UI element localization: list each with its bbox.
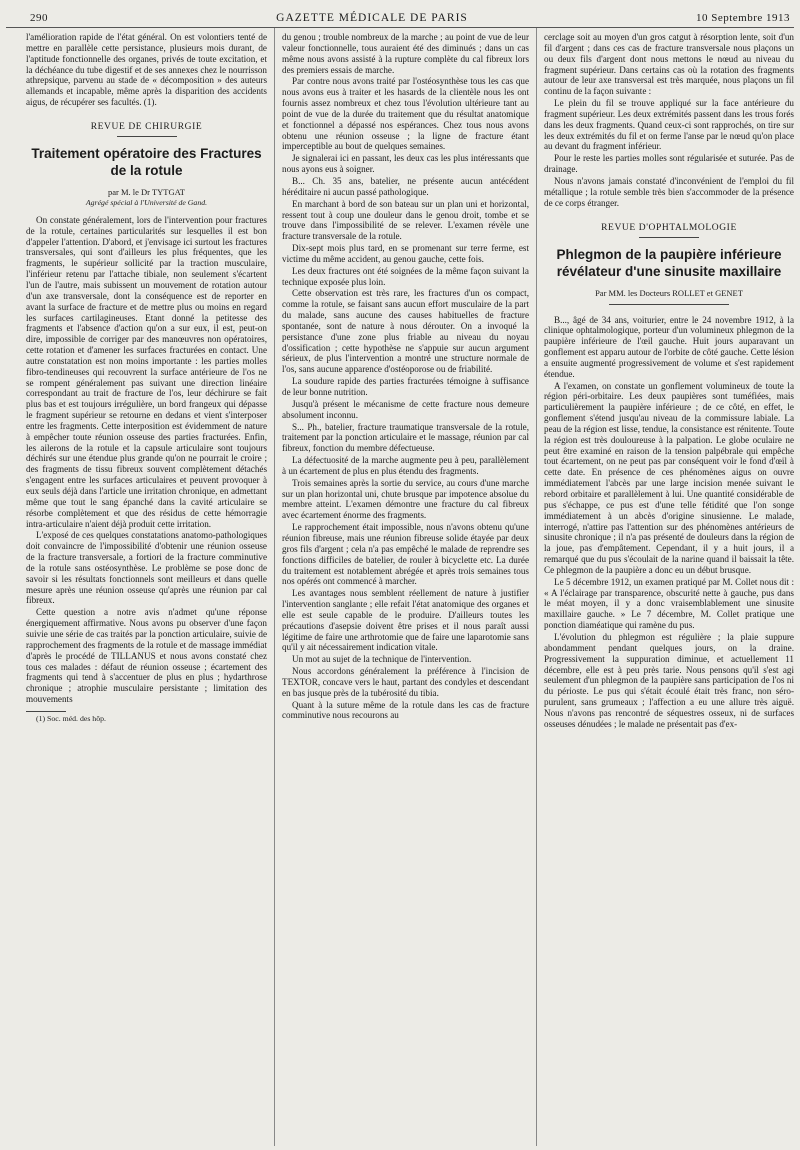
title-rule — [609, 304, 729, 305]
paragraph: Le rapprochement était impossible, nous n'avons obtenu qu'une réunion fibreuse, mais une réunion fibreuse solide étayée par deux gros fils d'argent ; cela n'a pas empêché le malade de reprendre ses fonctions difficiles de batelier, de rouler à bicyclette etc. La durée du traitement est notablement abrégée et après trois semaines tous nos opérés ont commencé à marcher. — [282, 522, 529, 587]
byline-rollet-genet: Par MM. les Docteurs ROLLET et GENET — [595, 287, 743, 298]
paragraph: cerclage soit au moyen d'un gros catgut à résorption lente, soit d'un fil d'argent ; dans ces cas de fracture transversale nous plaçons un ou deux fils d'argent dont nous mettons le nœud au niveau du fragment supérieur. Dans certains cas où la rotation des fragments autour de leur axe transversal est très marquée, nous plaçons un fil continu de la façon suivante : — [544, 32, 794, 97]
column-3 — [536, 28, 794, 1146]
paragraph: Le plein du fil se trouve appliqué sur la face antérieure du fragment supérieur. Les deux extrémités passent dans les trous forés dans les deux fragments. Quand ceux-ci sont rapprochés, on tire sur les deux extrémités du fil et on ferme l'anse par le nœud qu'on place au devant du fragment inférieur. — [544, 98, 794, 152]
columns — [6, 28, 794, 1146]
paragraph: La défectuosité de la marche augmente peu à peu, parallèlement à un écartement de plus en plus étendu des fragments. — [282, 455, 529, 476]
article-title-phlegmon: Phlegmon de la paupière inférieure révélateur d'une sinusite maxillaire — [556, 246, 782, 279]
paragraph: La soudure rapide des parties fracturées témoigne à suffisance de leur bonne nutrition. — [282, 376, 529, 397]
paragraph: Pour le reste les parties molles sont régularisée et suturée. Pas de drainage. — [544, 153, 794, 175]
paragraph: En marchant à bord de son bateau sur un plan uni et horizontal, ressent tout à coup une douleur dans le genou droit, tombe et se trouve dans l'impossibilité de se relever. L'examen révèle une fracture transversale de la rotule. — [282, 198, 529, 242]
running-head — [6, 0, 794, 28]
paragraph: Les avantages nous semblent réellement de nature à justifier l'intervention sanglante ; elle refait l'état anatomique des organes et elle est seule capable de le produire. D'ailleurs toutes les précautions d'asepsie doivent être prises et il nous paraît aussi légitime de faire une arthrotomie que de faire une laparotomie sans qu'il y ait nécessairement indication vitale. — [282, 588, 529, 653]
journal-title: GAZETTE MÉDICALE DE PARIS — [276, 12, 468, 24]
paragraph: On constate généralement, lors de l'intervention pour fractures de la rotule, certaines particularités sur lesquelles il est bon d'appeler l'attention. D'abord, et j'envisage ici surtout les fractures transversales, qui sont d'ailleurs les plus fréquentes, que les fragments, le supérieur sollicité par la traction musculaire, l'inférieur retenu par l'attache tibiale, non seulement s'écartent l'un de l'autre, mais subissent un mouvement de rotation autour d'un axe transversale, dont la conséquence est de reporter en avant la surface de fracture et de mettre plus ou moins en regard les surfaces cartilagineuses. Etant donné la petitesse des fragments et l'absence d'action qu'on a sur eux, il est, peut-on dire, impossible de corriger par des manœuvres non opératoires, cette rotation et d'amener les surfaces fracturées en contact. Une autre constatation est non moins importante : les parties molles fibro-tendineuses qui recouvrent la surface antérieure de l'os ne se rompent généralement pas suivant une direction linéaire correspondant au trait de fracture de l'os, leur déchirure se fait plus bas et est toujours irrégulière, un bord frangeux qui dépasse le fragment supérieur se retourne en dedans et vient s'interposer entre les fragments. Cette interposition est évidemment de nature à empêcher toute réunion osseuse des parties fracturées. Enfin, les ailerons de la rotule et la capsule articulaire sont toujours déchirés sur une étendue plus grande qu'on ne pourrait le croire ; des fragments de tissu fibreux souvent complètement détachés s'engagent entre les surfaces articulaires et peuvent provoquer à eux seuls déjà dans l'article une irritation chronique, en admettant même que tout le sang épanché dans la cavité articulaire se résorbe complètement et que des résidus de cette hémorragie intra-articulaire n'aient déjà produit cette irritation. — [26, 214, 267, 529]
paragraph: Nous n'avons jamais constaté d'inconvénient de l'emploi du fil métallique ; la rotule semble très bien s'accommoder de la présence de ce corps étranger. — [544, 175, 794, 208]
page-number: 290 — [30, 12, 48, 24]
intro-paragraph: l'amélioration rapide de l'état général. On est volontiers tenté de mettre en parallèle cette persistance, plusieurs mois durant, de l'aptitude fonctionnelle des organes, privés de toute excitation, et la déchéance du tube digestif et de ses annexes chez le nourrisson athrepsique, parvenu au stade de « décomposition » des auteurs allemands et incapable, même après la disparition des accidents aigus, de récupérer ses facultés. (1). — [26, 32, 267, 108]
paragraph: Jusqu'à présent le mécanisme de cette fracture nous demeure absolument inconnu. — [282, 398, 529, 420]
paragraph: Cette observation est très rare, les fractures d'un os compact, comme la rotule, se faisant sans aucun effort musculaire de la part du malade, sans aucune des causes habituelles de fracture spontanée, sont de nature à nous dérouter. On a invoqué la persistance d'une zone plus friable au niveau du noyau d'ossification ; cette hypothèse ne s'appuie sur aucun argument sérieux, de plus l'intervention a montré une structure normale de l'os, sans aucune apparence d'ostéoporose ou de friabilité. — [282, 288, 529, 375]
paragraph: Un mot au sujet de la technique de l'intervention. — [292, 654, 472, 665]
article-title-rotule: Traitement opératoire des Fractures de la rotule — [31, 145, 262, 178]
footnote: (1) Soc. méd. des hôp. — [36, 713, 106, 723]
byline-tytgat: par M. le Dr TYTGAT — [107, 186, 186, 197]
section-rule — [639, 237, 699, 238]
paragraph: Dix-sept mois plus tard, en se promenant sur terre ferme, est victime du même accident, au genou gauche, cette fois. — [282, 243, 529, 264]
paragraph: Les deux fractures ont été soignées de la même façon suivant la technique exposée plus loin. — [282, 265, 529, 287]
paragraph: S... Ph., batelier, fracture traumatique transversale de la rotule, traitement par la ponction articulaire et le massage, réunion par cal fibreux, fonction du membre défectueuse. — [282, 421, 529, 454]
affiliation: Agrégé spécial à l'Université de Gand. — [85, 197, 208, 207]
paragraph: Nous accordons généralement la préférence à l'incision de TEXTOR, concave vers le haut, partant des condyles et descendant en bas jusque près de la tubérosité du tibia. — [282, 666, 529, 698]
paragraph: B... Ch. 35 ans, batelier, ne présente aucun antécédent héréditaire ni aucun passé pathologique. — [282, 175, 529, 197]
section-heading-ophthalmology: REVUE D'OPHTALMOLOGIE — [601, 222, 737, 233]
paragraph: B..., âgé de 34 ans, voiturier, entre le 24 novembre 1912, à la clinique ophtalmologique, porteur d'un volumineux phlegmon de la paupière inférieure de l'œil gauche. Huit jours auparavant un gonflement est apparu autour de l'orbite de côté gauche. Cette lésion a ensuite augmenté progressivement de volume et s'est rapidement étendue. — [544, 314, 794, 379]
section-rule — [117, 136, 177, 137]
paragraph: Cette question a notre avis n'admet qu'une réponse énergiquement affirmative. Nous avons pu observer d'une façon suivie une série de cas traités par la ponction articulaire, suivie de rapprochement des fragments de la rotule et de massage immédiat d'après le procédé de TILLANUS et nous avons constaté chez tous ces malades : défaut de réunion osseuse ; écartement des fragments qui tend à s'accentuer de plus en plus ; hydarthrose chronique ; atrophie musculaire persistante ; limitation des mouvements — [26, 607, 267, 705]
footnote-rule — [26, 711, 66, 712]
paragraph: Je signalerai ici en passant, les deux cas les plus intéressants que nous ayons eus à soigner. — [282, 153, 529, 175]
paragraph: Le 5 décembre 1912, un examen pratiqué par M. Collet nous dit : « A l'éclairage par transparence, obscurité nette à gauche, pus dans le méat moyen, il y a donc vraisemblablement une sinusite maxillaire gauche. » Le 7 décembre, M. Collet pratique une ponction diaméatique qui ramène du pus. — [544, 576, 794, 631]
paragraph: du genou ; trouble nombreux de la marche ; au point de vue de leur valeur fonctionnelle, tous auraient été des diminués ; dans un cas même nous avons assisté à la rupture complète du cal fibreux lors des premiers essais de marche. — [282, 32, 529, 75]
column-1 — [6, 28, 274, 1146]
paragraph: L'évolution du phlegmon est régulière ; la plaie suppure abondamment pendant quelques jours, on la draine. Progressivement la suppuration diminue, et actuellement 11 décembre, elle est à peu près tarie. Nous pensons qu'il s'est agi seulement d'un phlegmon de la paupière sans participation de l'os ni du périoste. Le pus qui s'était écoulé était très franc, non séro-purulent, sans grumeaux ; l'affection a eu une allure très aiguë. Nous n'avons pas rencontré de séquestres osseux, ni de surfaces osseuses dénudées ; le malade ne présentait pas d'ex- — [544, 631, 794, 729]
section-heading-surgery: REVUE DE CHIRURGIE — [90, 121, 203, 132]
issue-date: 10 Septembre 1913 — [695, 12, 790, 24]
paragraph: L'exposé de ces quelques constatations anatomo-pathologiques doit convaincre de l'impossibilité d'obtenir une réunion osseuse de la fracture transversale, a fortiori de la fracture comminutive de la rotule sans ostéosynthèse. Le problème se pose donc de savoir si les résultats fonctionnels sont meilleurs et dans quelle mesure après une réunion osseuse qu'après une réunion par cal fibreux. — [26, 530, 267, 606]
paragraph: Quant à la suture même de la rotule dans les cas de fracture comminutive nous recourons au — [282, 699, 529, 721]
paragraph: A l'examen, on constate un gonflement volumineux de toute la région péri-orbitaire. Les deux paupières sont tuméfiées, mais particulièrement la paupière inférieure ; de ce côté, en effet, le gonflement s'étend jusqu'au niveau de la commissure labiale. La peau de la région est lisse, tendue, la consistance est rénitente. Toute la région est très douloureuse à la palpation. Le globe oculaire ne peut être examiné en raison de la tension palpébrale qui empêche tout écartement, on ne peut pas par conséquent voir le fond d'œil à cette date. En présence de ces phénomènes aigus on ouvre immédiatement l'abcès par une large incision menée suivant le rebord orbitaire et parallèlement à lui. Une quantité considérable de pus s'échappe, ce pus est d'une telle fétidité que l'on songe immédiatement à un abcès d'origine sinusienne. Le malade, interrogé, n'attire pas l'attention sur des phénomènes antérieurs de sinusite chronique ; il n'a pas présenté de douleurs dans la région de la joue, pas d'empâtement. Cependant, il y a huit jours, il a remarqué que du pus s'écoulait de la narine quand il baissait la tête. Ce phlegmon de la paupière a donc eu un début brusque. — [544, 380, 794, 575]
paragraph: Trois semaines après la sortie du service, au cours d'une marche sur un plan horizontal uni, chute brusque par impotence absolue du membre atteint. L'examen démontre une fracture du cal fibreux avec écartement énorme des fragments. — [282, 477, 529, 521]
paragraph: Par contre nous avons traité par l'ostéosynthèse tous les cas que nous avons eus à traiter et les hasards de la clientèle nous les ont fournis assez nombreux et chez tous l'évolution ultérieure tant au point de vue de la durée du traitement que du résultat anatomique et fonctionnel a dépassé nos espérances. Chez tous nous avons obtenu une réunion osseuse ; la ligne de fracture étant imperceptible au bout de quelques semaines. — [282, 76, 529, 152]
column-2 — [274, 28, 536, 1146]
